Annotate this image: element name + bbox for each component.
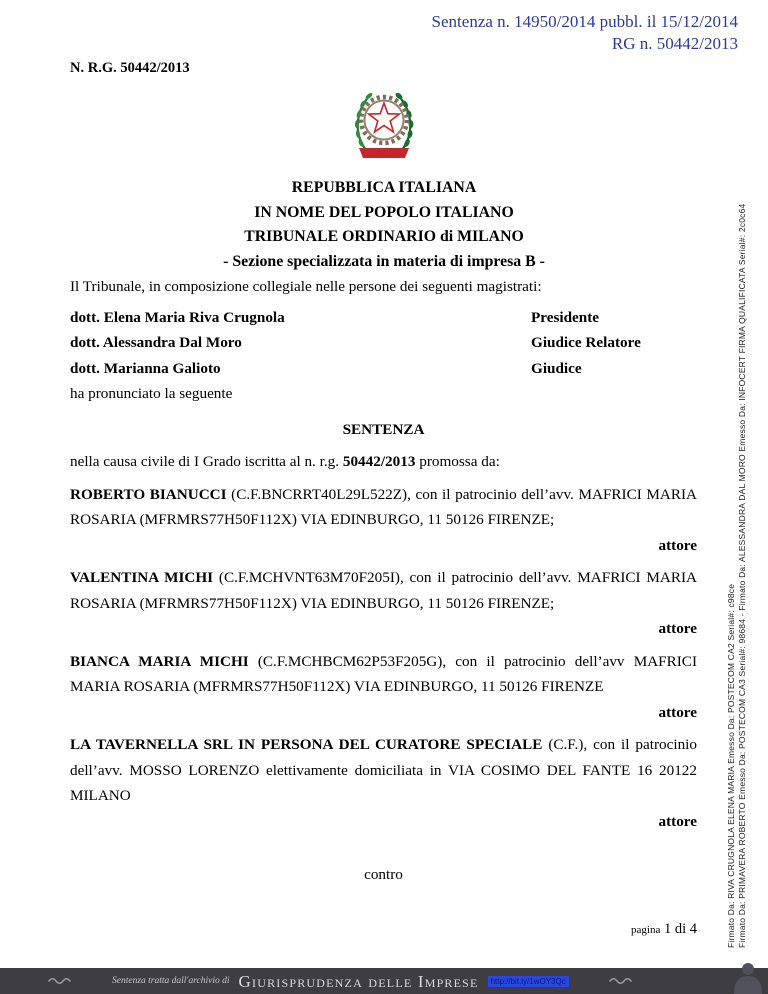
italy-emblem-icon: [0, 82, 768, 162]
stamp-rg-line: RG n. 50442/2013: [611, 33, 738, 53]
intro-line: Il Tribunale, in composizione collegiale nelle persone dei seguenti magistrati:: [70, 278, 542, 295]
wave-icon: [48, 976, 74, 986]
statue-silhouette-icon: [726, 960, 766, 994]
publication-stamp: [432, 11, 738, 54]
judge-row: [70, 305, 697, 331]
party-role-label: attore: [658, 703, 697, 721]
footer-link[interactable]: http://bit.ly/1wOY3Qc: [488, 976, 569, 987]
footer-bar: [0, 968, 768, 994]
party-details: (C.F.MCHBCM62P53F205G), con il patrocinio dell’avv MAFRICI MARIA ROSARIA (MFRMRS77H50F112X) VIA EDINBURGO, 11 50126 FIRENZE: [70, 652, 697, 695]
party-role-label: attore: [658, 812, 697, 830]
case-line-suffix: promossa da:: [415, 453, 500, 470]
party-role-label: attore: [658, 620, 697, 637]
judge-role: Presidente: [531, 308, 600, 326]
title-tribunale-milano: TRIBUNALE ORDINARIO di MILANO: [244, 228, 524, 245]
sentenza-heading: SENTENZA: [342, 420, 425, 438]
signature-margin-line-2: Firmato Da: RIVA CRUGNOLA ELENA MARIA Emesso Da: POSTECOM CA2 Serial#: c98ce: [726, 583, 736, 948]
page-number-value: 1 di 4: [663, 921, 697, 937]
party-paragraph: [70, 565, 697, 616]
party-role-label: attore: [658, 536, 697, 554]
page-number: [631, 921, 697, 938]
document-body: [70, 274, 697, 903]
pronounce-line: ha pronunciato la seguente: [70, 385, 233, 402]
title-sezione-impresa: - Sezione specializzata in materia di impresa B -: [223, 252, 545, 270]
judge-role: Giudice: [531, 359, 582, 377]
italy-emblem-svg: [346, 82, 422, 162]
page-number-label: pagina: [631, 924, 661, 936]
judge-name: dott. Elena Maria Riva Crugnola: [70, 308, 285, 326]
title-repubblica-italiana: REPUBBLICA ITALIANA: [291, 179, 477, 196]
title-in-nome-del-popolo: IN NOME DEL POPOLO ITALIANO: [254, 203, 514, 221]
contro-line: contro: [364, 866, 403, 883]
judge-row: [70, 330, 697, 356]
stamp-sentenza-line: Sentenza n. 14950/2014 pubbl. il 15/12/2014: [431, 12, 738, 31]
party-paragraph: [70, 649, 697, 700]
party-name: LA TAVERNELLA SRL IN PERSONA DEL CURATORE SPECIALE: [70, 736, 543, 753]
judge-role: Giudice Relatore: [531, 334, 641, 351]
party-paragraph: [70, 732, 697, 809]
case-line: [70, 449, 697, 475]
document-title-block: [0, 176, 768, 274]
case-rg-number: 50442/2013: [342, 453, 416, 470]
party-details: (C.F.MCHVNT63M70F205I), con il patrocinio dell’avv. MAFRICI MARIA ROSARIA (MFRMRS77H50F112X) VIA EDINBURGO, 11 50126 FIRENZE;: [70, 569, 698, 612]
rg-number: N. R.G. 50442/2013: [70, 60, 190, 76]
judge-name: dott. Marianna Galioto: [70, 359, 221, 377]
party-paragraph: [70, 482, 697, 533]
party-details: (C.F.BNCRRT40L29L522Z), con il patrocinio dell’avv. MAFRICI MARIA ROSARIA (MFRMRS77H50F112X) VIA EDINBURGO, 11 50126 FIRENZE;: [70, 485, 698, 528]
wave-icon: [609, 976, 635, 986]
judge-name: dott. Alessandra Dal Moro: [70, 334, 242, 351]
signature-margin-line-1: Firmato Da: PRIMAVERA ROBERTO Emesso Da: POSTECOM CA3 Serial#: 98684 - Firmato Da: ALESSANDRA DAL MORO Emesso Da: INFOCERT FIRMA QUALIFICATA Serial#: 2c0c64: [737, 203, 747, 948]
party-name: VALENTINA MICHI: [70, 569, 214, 586]
party-details: (C.F.), con il patrocinio dell’avv. MOSSO LORENZO elettivamente domiciliata in VIA COSIMO DEL FANTE 16 20122 MILANO: [70, 736, 697, 804]
party-name: ROBERTO BIANUCCI: [70, 485, 227, 503]
case-line-prefix: nella causa civile di I Grado iscritta al n. r.g.: [70, 453, 343, 470]
footer-brand: Giurisprudenza delle Imprese: [238, 971, 479, 991]
judge-row: [70, 356, 697, 382]
footer-archive-text: Sentenza tratta dall'archivio di: [112, 976, 230, 986]
party-name: BIANCA MARIA MICHI: [70, 652, 249, 670]
